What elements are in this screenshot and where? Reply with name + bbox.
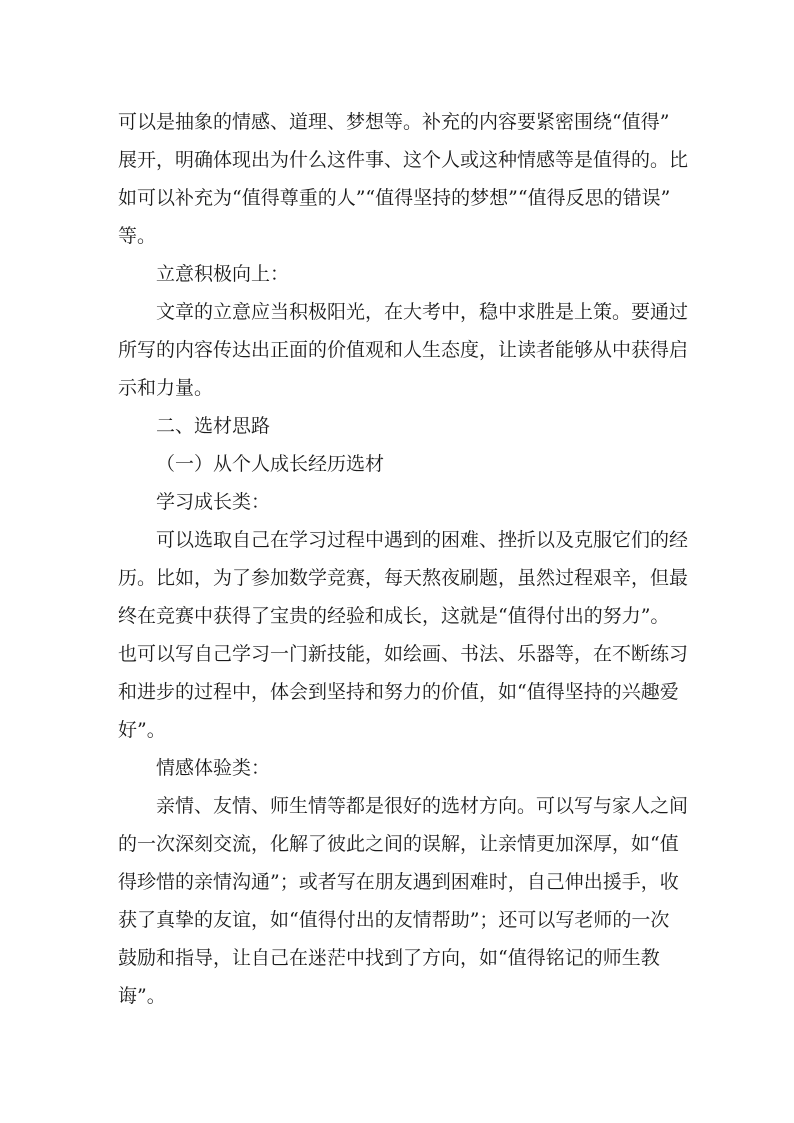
- text-line: 和进步的过程中，体会到坚持和努力的价值，如“值得坚持的兴趣爱: [118, 681, 679, 703]
- text-line: 展开，明确体现出为什么这件事、这个人或这种情感等是值得的。比: [118, 149, 689, 171]
- paragraph-intro: [118, 103, 698, 255]
- text-line: 学习成长类：: [156, 491, 271, 513]
- text-line: 如可以补充为“值得尊重的人”“值得坚持的梦想”“值得反思的错误”: [118, 187, 671, 209]
- text-line: 亲情、友情、师生情等都是很好的选材方向。可以写与家人之间: [156, 795, 689, 817]
- text-line: 鼓励和指导，让自己在迷茫中找到了方向，如“值得铭记的师生教: [118, 947, 660, 969]
- text-line: 所写的内容传达出正面的价值观和人生态度，让读者能够从中获得启: [118, 339, 689, 361]
- heading-emotional-experience: [118, 749, 698, 787]
- subsection-heading-personal: [118, 445, 698, 483]
- document-page: [118, 103, 698, 1015]
- text-line: 终在竞赛中获得了宝贵的经验和成长，这就是“值得付出的努力”。: [118, 605, 670, 627]
- text-line: 历。比如，为了参加数学竞赛，每天熬夜刷题，虽然过程艰辛，但最: [118, 567, 689, 589]
- text-line: （一）从个人成长经历选材: [156, 453, 385, 475]
- heading-study-growth: [118, 483, 698, 521]
- text-line: 诲”。: [118, 985, 166, 1007]
- text-line: 的一次深刻交流，化解了彼此之间的误解，让亲情更加深厚，如“值: [118, 833, 679, 855]
- section-heading-material: [118, 407, 698, 445]
- text-line: 情感体验类：: [156, 757, 271, 779]
- heading-positive-theme: [118, 255, 698, 293]
- text-line: 文章的立意应当积极阳光，在大考中，稳中求胜是上策。要通过: [156, 301, 689, 323]
- paragraph-study-growth: [118, 521, 698, 749]
- text-line: 可以是抽象的情感、道理、梦想等。补充的内容要紧密围绕“值得”: [118, 111, 670, 133]
- text-line: 等。: [118, 225, 157, 247]
- text-line: 二、选材思路: [156, 415, 271, 437]
- text-line: 可以选取自己在学习过程中遇到的困难、挫折以及克服它们的经: [156, 529, 689, 551]
- text-line: 好”。: [118, 719, 166, 741]
- text-line: 获了真挚的友谊，如“值得付出的友情帮助”；还可以写老师的一次: [118, 909, 670, 931]
- text-line: 也可以写自己学习一门新技能，如绘画、书法、乐器等，在不断练习: [118, 643, 689, 665]
- text-line: 示和力量。: [118, 377, 214, 399]
- paragraph-positive-theme: [118, 293, 698, 407]
- text-line: 立意积极向上：: [156, 263, 290, 285]
- paragraph-emotional-experience: [118, 787, 698, 1015]
- text-line: 得珍惜的亲情沟通”；或者写在朋友遇到困难时，自己伸出援手，收: [118, 871, 679, 893]
